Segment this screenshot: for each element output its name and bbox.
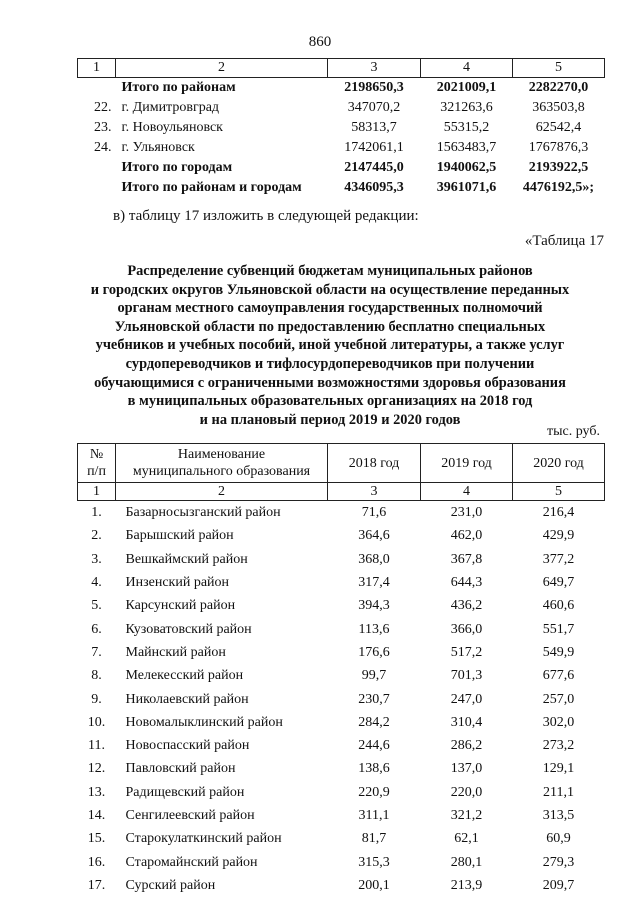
value-2019: 220,0 — [450, 784, 483, 800]
unit-label: тыс. руб. — [547, 424, 600, 439]
value-2018: 347070,2 — [347, 100, 401, 115]
header-2019: 2019 год — [421, 444, 513, 483]
value-2020: 62542,4 — [535, 120, 582, 135]
row-number: 13. — [87, 784, 106, 800]
header-name-line1: Наименование — [177, 447, 266, 462]
value-2018: 176,6 — [358, 644, 390, 660]
value-2018: 220,9 — [358, 784, 390, 800]
header-2018: 2018 год — [328, 444, 421, 483]
value-2020: 429,9 — [542, 528, 575, 544]
value-2019: 1563483,7 — [436, 140, 497, 155]
table-title — [60, 262, 600, 429]
row-number: 5. — [91, 598, 102, 614]
value-2019: 231,0 — [450, 505, 483, 521]
title-line: Распределение субвенций бюджетам муниципальных районов — [127, 263, 533, 279]
table-row — [78, 687, 605, 710]
value-2018: 113,6 — [358, 621, 390, 637]
municipality-name: Николаевский район — [125, 691, 249, 707]
value-2019: 644,3 — [450, 575, 483, 591]
municipality-name: Кузоватовский район — [125, 621, 252, 637]
intro-text: в) таблицу 17 изложить в следующей редакции: — [113, 208, 419, 224]
title-line: в муниципальных образовательных организациях на 2018 год — [127, 393, 533, 410]
value-2020: 60,9 — [546, 831, 571, 847]
col-number-3: 3 — [328, 483, 421, 501]
title-line: учебников и учебных пособий, иной учебной литературы, а также услуг — [95, 337, 565, 354]
value-2018: 311,1 — [358, 808, 390, 823]
municipality-name: Павловский район — [125, 761, 236, 777]
municipality-name: Базарносызганский район — [125, 505, 281, 521]
value-2020: 460,6 — [542, 598, 575, 614]
municipality-name: Мелекесский район — [125, 668, 244, 684]
row-number: 16. — [87, 854, 106, 870]
row-number: 3. — [91, 551, 102, 567]
continuation-col-number: 3 — [328, 59, 421, 78]
title-line: обучающимися с ограниченными возможностями здоровья образования — [94, 374, 566, 391]
row-number — [78, 178, 116, 198]
municipality-name: Сенгилеевский район — [125, 808, 255, 823]
table-row — [78, 664, 605, 687]
table-row — [78, 804, 605, 827]
value-2019: 137,0 — [450, 761, 483, 777]
municipality-name: Барышский район — [125, 528, 234, 544]
title-line: и на плановый период 2019 и 2020 годов — [199, 411, 461, 428]
title-line: и городских округов Ульяновской области на осуществление переданных — [90, 281, 570, 298]
row-name: Итого по районам и городам — [121, 180, 302, 195]
value-2018: 200,1 — [358, 877, 390, 893]
col-number-4: 4 — [421, 483, 513, 501]
col-number-1: 1 — [78, 483, 116, 501]
value-2020: 551,7 — [542, 621, 575, 637]
value-2020: 313,5 — [542, 808, 575, 823]
value-2020: 216,4 — [542, 505, 575, 521]
value-2020: 211,1 — [543, 784, 574, 800]
value-2020: 129,1 — [542, 761, 575, 777]
municipality-name: Карсунский район — [125, 598, 236, 614]
value-2018: 2147445,0 — [344, 160, 404, 175]
row-number: 11. — [88, 738, 105, 754]
continuation-table — [77, 58, 605, 198]
row-number: 24. — [94, 140, 112, 155]
value-2019: 366,0 — [450, 621, 483, 637]
table-row — [78, 617, 605, 640]
table-row — [78, 548, 605, 571]
col-number-2: 2 — [116, 483, 328, 501]
value-2019: 321263,6 — [440, 100, 493, 115]
table-row — [78, 98, 605, 118]
row-number: 7. — [91, 644, 102, 660]
value-2020: 4476192,5»; — [522, 180, 595, 195]
row-number: 9. — [91, 691, 102, 707]
row-name: г. Новоульяновск — [121, 120, 223, 135]
value-2020: 677,6 — [542, 668, 575, 684]
table-row — [78, 850, 605, 873]
row-number: 12. — [87, 761, 106, 777]
value-2019: 367,8 — [450, 551, 483, 567]
value-2019: 310,4 — [450, 714, 483, 730]
row-name: г. Ульяновск — [121, 140, 195, 155]
municipality-name: Радищевский район — [125, 784, 245, 800]
value-2018: 138,6 — [358, 761, 390, 777]
row-number: 17. — [87, 877, 106, 893]
value-2020: 549,9 — [542, 644, 575, 660]
title-line: Ульяновской области по предоставлению бесплатно специальных — [114, 318, 546, 335]
row-number: 2. — [91, 528, 102, 544]
value-2019: 62,1 — [454, 831, 479, 847]
value-2019: 701,3 — [450, 668, 483, 684]
value-2020: 1767876,3 — [528, 140, 589, 155]
table-row — [78, 594, 605, 617]
municipality-name: Старомайнский район — [125, 854, 258, 870]
row-number: 8. — [91, 668, 102, 684]
table-row — [78, 138, 605, 158]
value-2018: 364,6 — [358, 528, 390, 544]
value-2020: 649,7 — [542, 575, 575, 591]
table-row — [78, 781, 605, 804]
table-row — [78, 711, 605, 734]
value-2020: 209,7 — [542, 877, 575, 893]
value-2018: 99,7 — [361, 668, 387, 684]
table-row — [78, 757, 605, 780]
value-2018: 284,2 — [358, 714, 390, 730]
row-number — [78, 78, 116, 99]
table-row — [78, 501, 605, 525]
col-number-5: 5 — [513, 483, 605, 501]
value-2019: 436,2 — [450, 598, 483, 614]
value-2019: 321,2 — [450, 808, 483, 823]
table-row — [78, 641, 605, 664]
row-number: 23. — [94, 120, 112, 135]
row-number: 14. — [87, 808, 106, 823]
row-number — [78, 158, 116, 178]
table-row — [78, 571, 605, 594]
row-number: 6. — [91, 621, 102, 637]
row-number: 22. — [94, 100, 112, 115]
header-num — [78, 444, 116, 483]
municipality-name: Майнский район — [125, 644, 226, 660]
row-number: 1. — [91, 505, 102, 521]
value-2018: 4346095,3 — [344, 180, 404, 195]
value-2020: 377,2 — [542, 551, 575, 567]
value-2018: 58313,7 — [351, 120, 397, 135]
value-2020: 363503,8 — [532, 100, 585, 115]
value-2018: 71,6 — [361, 505, 387, 521]
value-2020: 257,0 — [542, 691, 575, 707]
value-2018: 81,7 — [361, 831, 387, 847]
continuation-header-row — [78, 59, 605, 78]
municipality-name: Старокулаткинский район — [125, 831, 282, 847]
value-2018: 315,3 — [358, 854, 390, 870]
value-2019: 517,2 — [450, 644, 483, 660]
value-2019: 1940062,5 — [436, 160, 497, 175]
row-name: Итого по городам — [121, 160, 233, 175]
continuation-col-number: 2 — [116, 59, 328, 78]
municipality-name: Вешкаймский район — [125, 551, 248, 567]
value-2019: 3961071,6 — [436, 180, 497, 195]
value-2018: 368,0 — [358, 551, 390, 567]
continuation-col-number: 1 — [78, 59, 116, 78]
value-2018: 317,4 — [358, 575, 390, 591]
title-line: органам местного самоуправления государственных полномочий — [117, 300, 543, 317]
header-2020: 2020 год — [513, 444, 605, 483]
row-number: 10. — [87, 714, 106, 730]
value-2020: 2282270,0 — [528, 80, 589, 95]
value-2020: 273,2 — [542, 738, 575, 754]
continuation-col-number: 5 — [513, 59, 605, 78]
table-row — [78, 524, 605, 547]
value-2019: 462,0 — [450, 528, 483, 544]
row-number: 4. — [91, 575, 102, 591]
table-row — [78, 78, 605, 99]
header-name-line2: муниципального образования — [132, 464, 311, 479]
municipality-name: Новомалыклинский район — [125, 714, 283, 730]
value-2018: 1742061,1 — [344, 140, 404, 155]
header-num-line1: № — [89, 447, 104, 462]
value-2019: 286,2 — [450, 738, 483, 754]
header-name — [116, 444, 328, 483]
table-row — [78, 827, 605, 850]
continuation-col-number: 4 — [421, 59, 513, 78]
table-row — [78, 734, 605, 757]
value-2018: 244,6 — [358, 738, 390, 754]
table-row — [78, 158, 605, 178]
value-2020: 302,0 — [542, 714, 575, 730]
page-number: 860 — [308, 34, 332, 50]
row-name: Итого по районам — [121, 80, 236, 95]
value-2019: 280,1 — [450, 854, 483, 870]
value-2019: 2021009,1 — [436, 80, 497, 95]
table-row — [78, 178, 605, 198]
table-row — [78, 874, 605, 897]
value-2020: 279,3 — [542, 854, 575, 870]
table-row — [78, 118, 605, 138]
municipality-name: Инзенский район — [125, 575, 230, 591]
title-line: сурдопереводчиков и тифлосурдопереводчиков при получении — [125, 355, 535, 372]
table-reference: «Таблица 17 — [524, 233, 604, 249]
value-2019: 247,0 — [450, 691, 483, 707]
row-number: 15. — [87, 831, 106, 847]
row-name: г. Димитровград — [121, 100, 220, 115]
value-2020: 2193922,5 — [528, 160, 589, 175]
header-num-line2: п/п — [87, 464, 106, 479]
value-2018: 394,3 — [358, 598, 390, 614]
value-2019: 55315,2 — [443, 120, 490, 135]
value-2018: 230,7 — [358, 691, 390, 707]
municipality-name: Сурский район — [125, 877, 216, 893]
value-2019: 213,9 — [450, 877, 483, 893]
subvention-table — [77, 443, 605, 897]
municipality-name: Новоспасский район — [125, 738, 250, 754]
value-2018: 2198650,3 — [344, 80, 404, 95]
